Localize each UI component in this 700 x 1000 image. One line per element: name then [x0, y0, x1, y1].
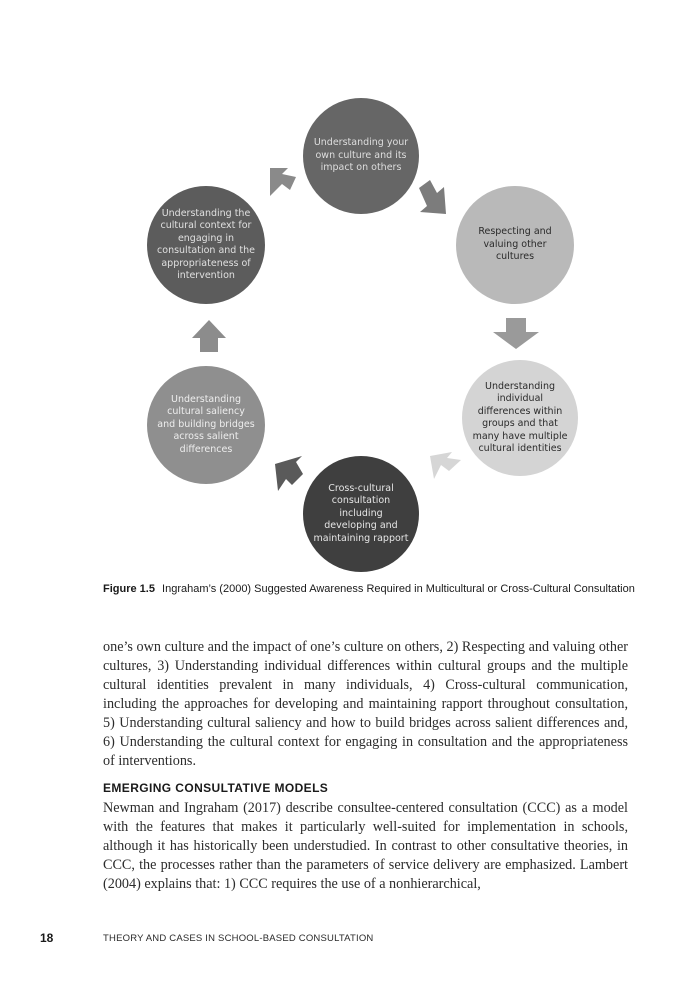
arrow-2-to-3: [493, 318, 539, 349]
running-title: THEORY AND CASES IN SCHOOL-BASED CONSULTATION: [103, 933, 374, 944]
cycle-node-5: [147, 366, 265, 484]
cycle-node-1: [303, 98, 419, 214]
cycle-node-6: [147, 186, 265, 304]
arrow-4-to-5: [275, 456, 303, 491]
figure-caption-text: Ingraham’s (2000) Suggested Awareness Required in Multicultural or Cross-Cultural Consultation: [162, 583, 635, 595]
arrow-5-to-6: [192, 320, 226, 352]
page-number: 18: [40, 931, 54, 945]
body-paragraph-1: one’s own culture and the impact of one’s culture on others, 2) Respecting and valuing other cultures, 3) Understanding individual differences within cultural groups and the multiple cultural identities prevalent in many individuals, 4) Cross-cultural communication, including the approaches for developing and maintaining rapport throughout consultation, 5) Understanding cultural saliency and how to build bridges across salient differences and, 6) Understanding the cultural context for engaging in consultation and the appropriateness of interventions.: [103, 639, 628, 769]
cycle-node-3-text: Understanding individual differences within groups and that many have multiple cultural identities: [472, 380, 568, 454]
body-paragraph-2: Newman and Ingraham (2017) describe consultee-centered consultation (CCC) as a model with the features that makes it particularly well-suited for implementation in schools, although it has historically been understudied. In contrast to other consultative theories, in CCC, the processes rather than the parameters of service delivery are emphasized. Lambert (2004) explains that: 1) CCC requires the use of a nonhierarchical,: [103, 800, 628, 892]
cycle-node-1-text: Understanding your own culture and its impact on others: [313, 137, 409, 174]
section-heading: EMERGING CONSULTATIVE MODELS: [103, 781, 329, 795]
cycle-node-3: [462, 360, 578, 476]
cycle-node-6-text: Understanding the cultural context for engaging in consultation and the appropriateness of intervention: [157, 207, 255, 281]
cycle-node-2-text: Respecting and valuing other cultures: [478, 226, 552, 263]
cycle-node-4-text: Cross-cultural consultation including developing and maintaining rapport: [313, 482, 409, 544]
arrow-6-to-1: [270, 168, 296, 196]
cycle-node-5-text: Understanding cultural saliency and building bridges across salient differences: [157, 393, 255, 455]
figure-caption-label: Figure 1.5: [103, 583, 155, 595]
cycle-node-4: [303, 456, 419, 572]
arrow-3-to-4: [430, 452, 461, 479]
arrow-1-to-2: [419, 180, 446, 214]
cycle-node-2: [456, 186, 574, 304]
figure-caption: [103, 583, 663, 595]
